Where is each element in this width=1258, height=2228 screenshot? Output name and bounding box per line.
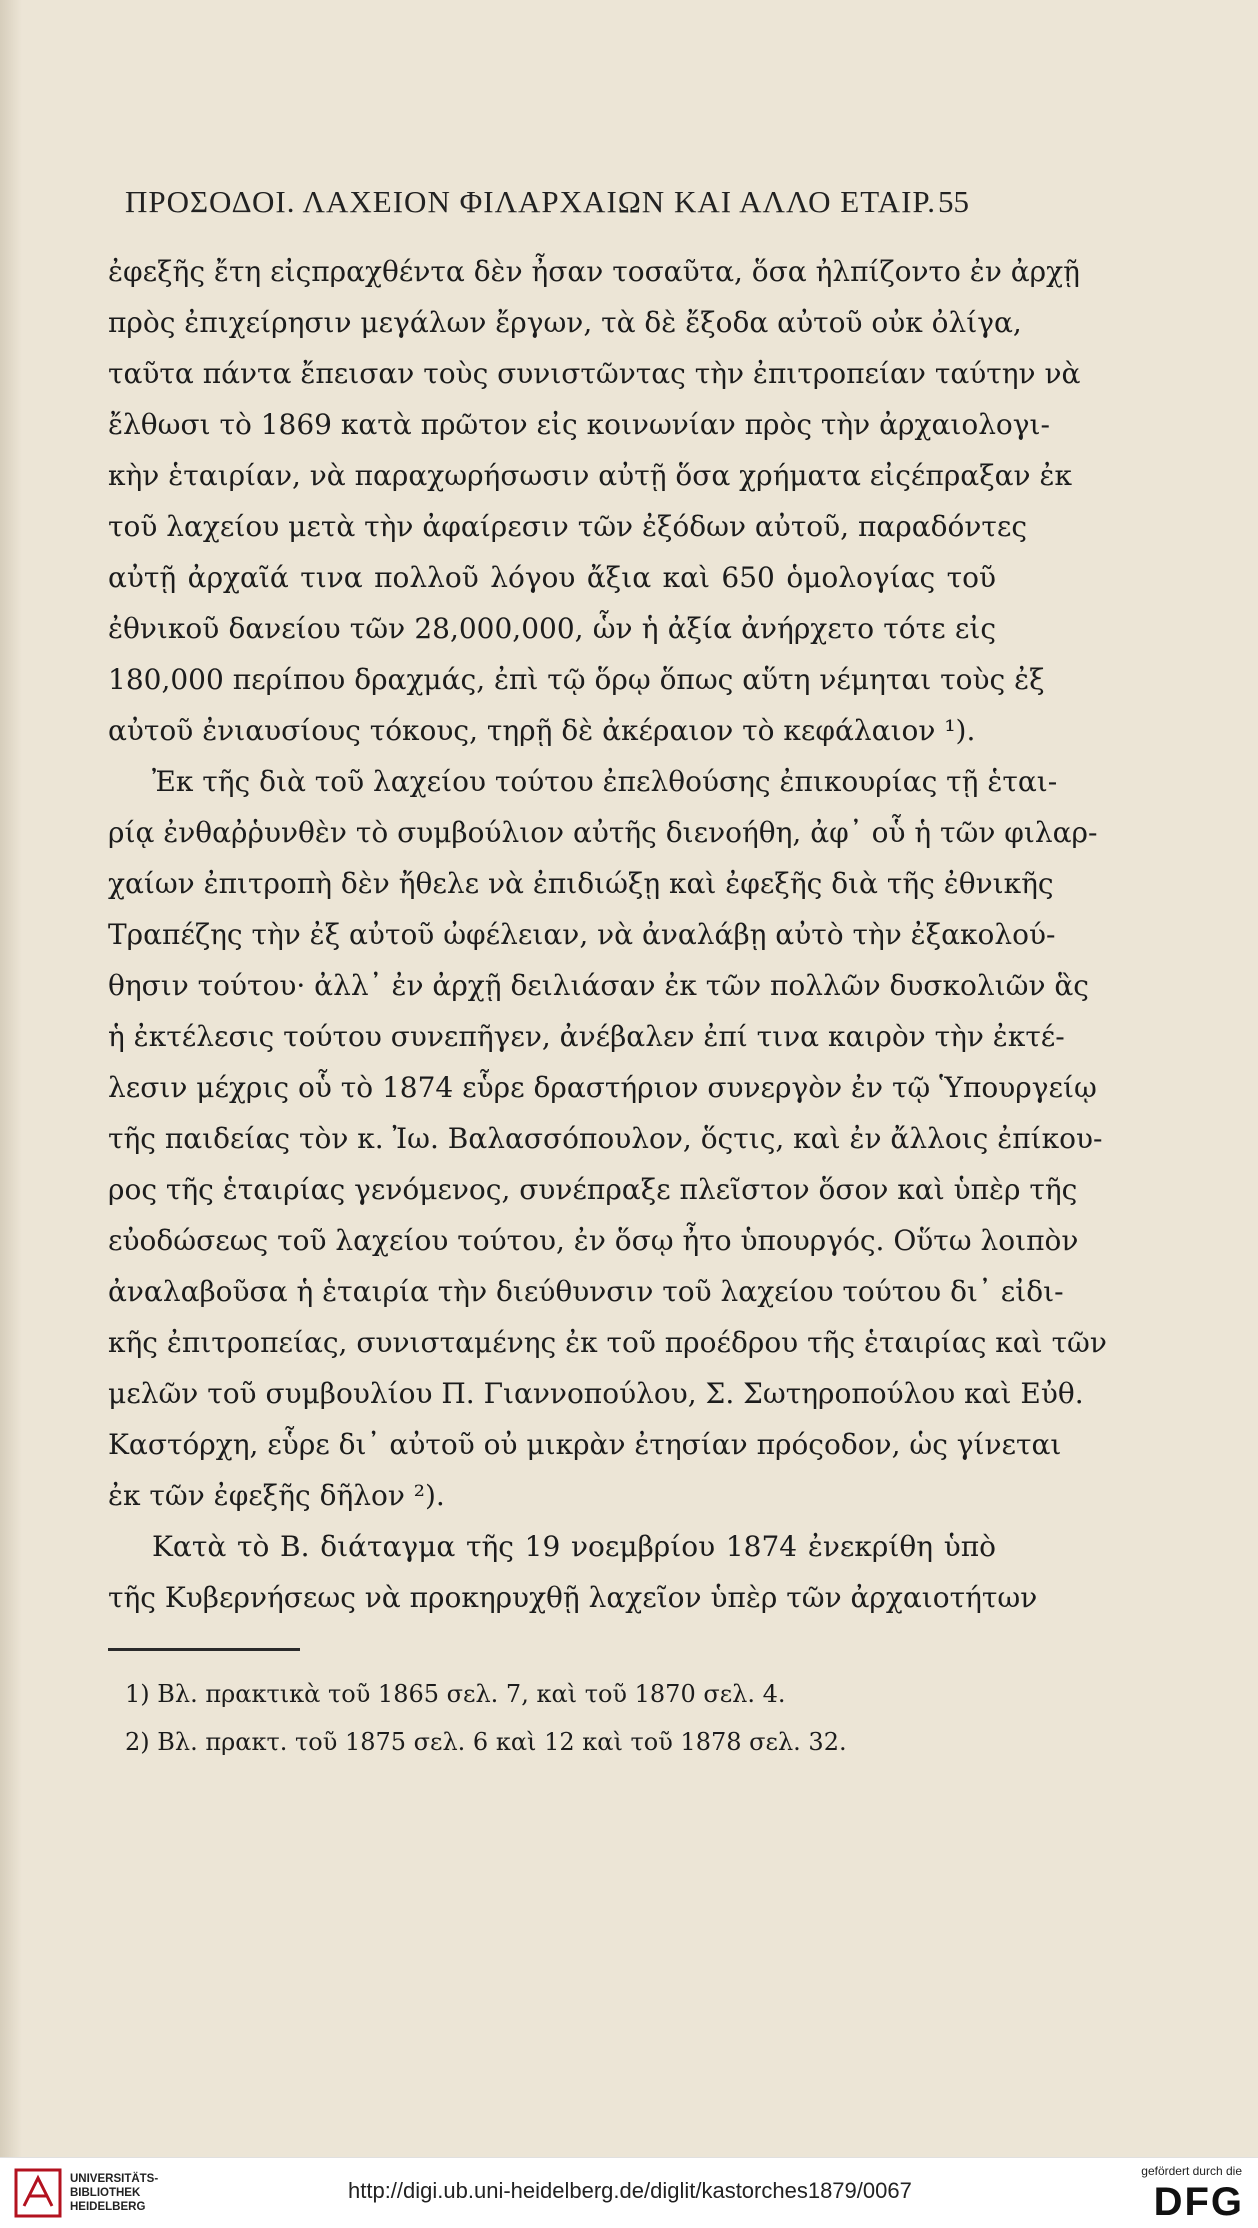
library-name-line: BIBLIOTHEK bbox=[70, 2187, 141, 2199]
body-line: κὴν ἑταιρίαν, νὰ παραχωρήσωσιν αὐτῇ ὅσα χρήματα εἰςέπραξαν ἐκ bbox=[108, 459, 1072, 492]
library-name-line: HEIDELBERG bbox=[70, 2201, 146, 2213]
body-line: αὐτῇ ἀρχαῖά τινα πολλοῦ λόγου ἄξια καὶ 650 ὁμολογίας τοῦ bbox=[108, 561, 996, 594]
dfg-logo-icon[interactable]: DFG bbox=[1153, 2180, 1244, 2224]
body-line: ἐκ τῶν ἐφεξῆς δῆλον ²). bbox=[108, 1479, 445, 1512]
body-line: ἡ ἐκτέλεσις τούτου συνεπῆγεν, ἀνέβαλεν ἐπί τινα καιρὸν τὴν ἐκτέ- bbox=[108, 1020, 1065, 1053]
body-line: θησιν τούτου· ἀλλ᾽ ἐν ἀρχῇ δειλιάσαν ἐκ τῶν πολλῶν δυσκολιῶν ἃς bbox=[108, 969, 1089, 1002]
viewer-footer bbox=[0, 2157, 1258, 2228]
running-header bbox=[125, 184, 985, 234]
body-line: ἀναλαβοῦσα ἡ ἑταιρία τὴν διεύθυνσιν τοῦ λαχείου τούτου δι᾽ εἰδι- bbox=[108, 1275, 1064, 1308]
university-library-logo-icon[interactable] bbox=[14, 2166, 64, 2220]
body-line: λεσιν μέχρις οὗ τὸ 1874 εὗρε δραστήριον συνεργὸν ἐν τῷ Ὑπουργείῳ bbox=[108, 1071, 1097, 1104]
body-line: Ἐκ τῆς διὰ τοῦ λαχείου τούτου ἐπελθούσης ἐπικουρίας τῇ ἑται- bbox=[152, 765, 1058, 798]
body-line: Κατὰ τὸ Β. διάταγμα τῆς 19 νοεμβρίου 1874 ἐνεκρίθη ὑπὸ bbox=[152, 1530, 996, 1563]
running-header-title: ΠΡΟΣΟΔΟΙ. ΛΑΧΕΙΟΝ ΦΙΛΑΡΧΑΙΩΝ ΚΑΙ ΑΛΛΟ ΕΤΑΙΡ. bbox=[125, 184, 936, 219]
body-line: τοῦ λαχείου μετὰ τὴν ἀφαίρεσιν τῶν ἐξόδων αὐτοῦ, παραδόντες bbox=[108, 510, 1028, 543]
funding-label: gefördert durch die bbox=[1141, 2164, 1242, 2178]
footnote: 1) Βλ. πρακτικὰ τοῦ 1865 σελ. 7, καὶ τοῦ 1870 σελ. 4. bbox=[125, 1680, 786, 1708]
body-line: ἐφεξῆς ἔτη εἰςπραχθέντα δὲν ἦσαν τοσαῦτα, ὅσα ἠλπίζοντο ἐν ἀρχῇ bbox=[108, 255, 1080, 288]
body-line: Τραπέζης τὴν ἐξ αὐτοῦ ὠφέλειαν, νὰ ἀναλάβῃ αὐτὸ τὴν ἐξακολού- bbox=[108, 918, 1056, 951]
footnote-rule bbox=[108, 1648, 300, 1651]
body-line: πρὸς ἐπιχείρησιν μεγάλων ἔργων, τὰ δὲ ἔξοδα αὐτοῦ οὐκ ὀλίγα, bbox=[108, 306, 1022, 339]
body-line: τῆς Κυβερνήσεως νὰ προκηρυχθῇ λαχεῖον ὑπὲρ τῶν ἀρχαιοτήτων bbox=[108, 1581, 1038, 1614]
page-number: 55 bbox=[938, 184, 969, 219]
body-line: 180,000 περίπου δραχμάς, ἐπὶ τῷ ὅρῳ ὅπως αὕτη νέμηται τοὺς ἐξ bbox=[108, 663, 1045, 696]
body-line: εὐοδώσεως τοῦ λαχείου τούτου, ἐν ὅσῳ ἦτο ὑπουργός. Οὕτω λοιπὸν bbox=[108, 1224, 1079, 1257]
body-line: κῆς ἐπιτροπείας, συνισταμένης ἐκ τοῦ προέδρου τῆς ἑταιρίας καὶ τῶν bbox=[108, 1326, 1107, 1359]
body-line: ρος τῆς ἑταιρίας γενόμενος, συνέπραξε πλεῖστον ὅσον καὶ ὑπὲρ τῆς bbox=[108, 1173, 1078, 1206]
body-line: ἐθνικοῦ δανείου τῶν 28,000,000, ὧν ἡ ἀξία ἀνήρχετο τότε εἰς bbox=[108, 612, 996, 645]
permalink-url[interactable]: http://digi.ub.uni-heidelberg.de/diglit/kastorches1879/0067 bbox=[348, 2178, 912, 2203]
body-line: χαίων ἐπιτροπὴ δὲν ἤθελε νὰ ἐπιδιώξῃ καὶ ἐφεξῆς διὰ τῆς ἐθνικῆς bbox=[108, 867, 1054, 900]
university-library-name bbox=[70, 2172, 158, 2214]
body-line: μελῶν τοῦ συμβουλίου Π. Γιαννοπούλου, Σ. Σωτηροπούλου καὶ Εὐθ. bbox=[108, 1377, 1084, 1410]
library-name-line: UNIVERSITÄTS- bbox=[70, 2173, 159, 2185]
body-line: ρίᾳ ἐνθαῤῥυνθὲν τὸ συμβούλιον αὐτῆς διενοήθη, ἀφ᾽ οὗ ἡ τῶν φιλαρ- bbox=[108, 816, 1098, 849]
body-line: ἔλθωσι τὸ 1869 κατὰ πρῶτον εἰς κοινωνίαν πρὸς τὴν ἀρχαιολογι- bbox=[108, 408, 1050, 441]
body-line: ταῦτα πάντα ἔπεισαν τοὺς συνιστῶντας τὴν ἐπιτροπείαν ταύτην νὰ bbox=[108, 357, 1081, 390]
body-line: αὐτοῦ ἐνιαυσίους τόκους, τηρῇ δὲ ἀκέραιον τὸ κεφάλαιον ¹). bbox=[108, 714, 976, 747]
body-line: τῆς παιδείας τὸν κ. Ἰω. Βαλασσόπουλον, ὅςτις, καὶ ἐν ἄλλοις ἐπίκου- bbox=[108, 1122, 1103, 1155]
footnote: 2) Βλ. πρακτ. τοῦ 1875 σελ. 6 καὶ 12 καὶ τοῦ 1878 σελ. 32. bbox=[125, 1728, 847, 1756]
page-edge-shadow bbox=[0, 0, 22, 2157]
body-line: Καστόρχη, εὗρε δι᾽ αὐτοῦ οὐ μικρὰν ἐτησίαν πρόςοδον, ὡς γίνεται bbox=[108, 1428, 1062, 1461]
